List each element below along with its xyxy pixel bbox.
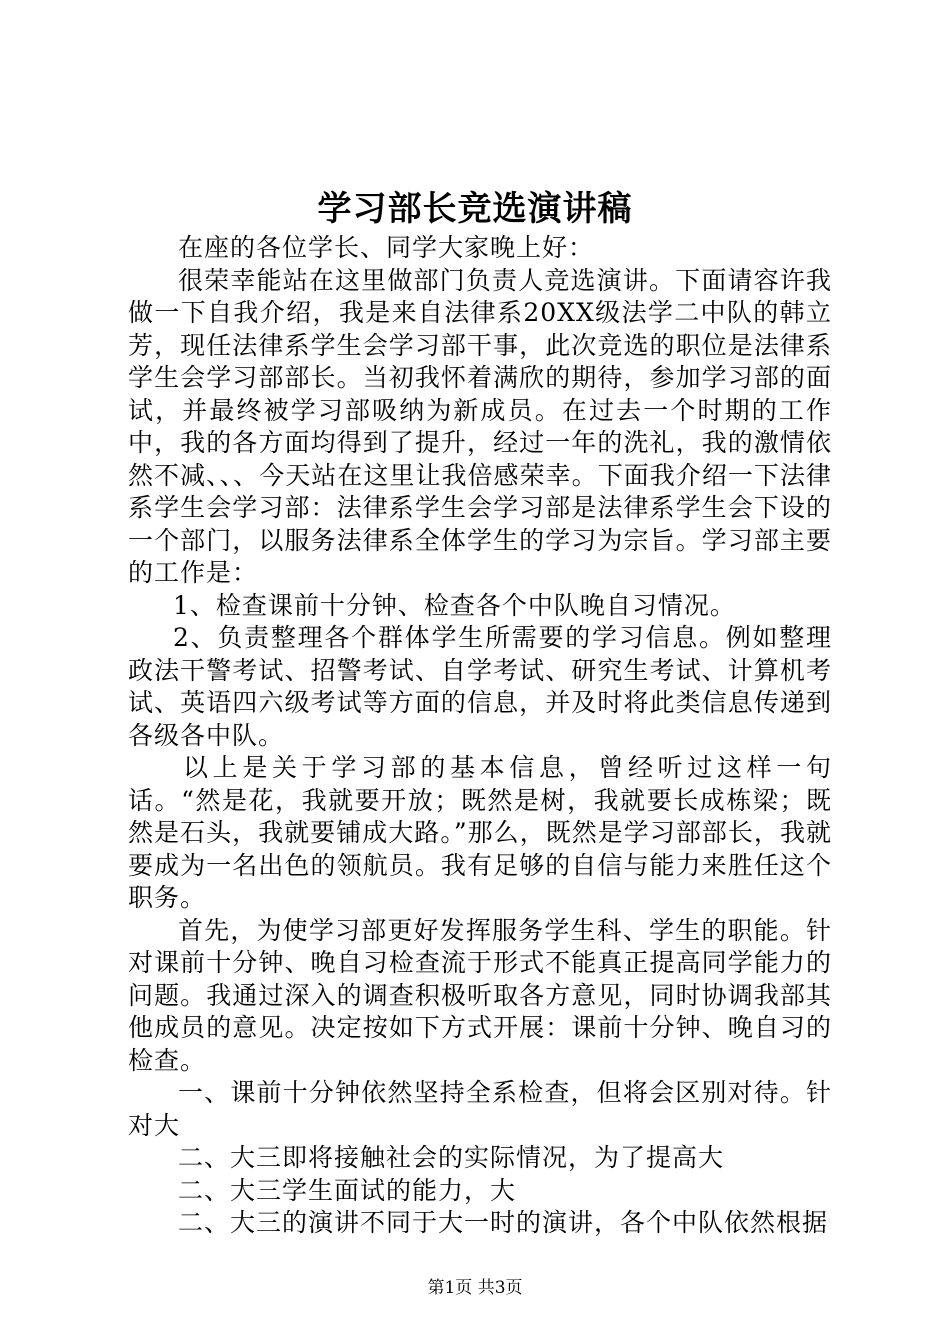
- paragraph-duty-2: 2、负责整理各个群体学生所需要的学习信息。例如整理政法干警考试、招警考试、自学考试、研究生考试、计算机考试、英语四六级考试等方面的信息，并及时将此类信息传递到各级各中队。: [128, 623, 832, 750]
- paragraph-greeting: 在座的各位学长、同学大家晚上好：: [178, 233, 595, 262]
- paragraph-introduction: 很荣幸能站在这里做部门负责人竞选演讲。下面请容许我做一下自我介绍，我是来自法律系20XX级法学二中队的韩立芳，现任法律系学生会学习部干事，此次竞选的职位是法律系学生会学习部部长。当初我怀着满欣的期待，参加学习部的面试，并最终被学习部吸纳为新成员。在过去一个时期的工作中，我的各方面均得到了提升，经过一年的洗礼，我的激情依然不减、、、今天站在这里让我倍感荣幸。下面我介绍一下法律系学生会学习部：法律系学生会学习部是法律系学生会下设的一个部门，以服务法律系全体学生的学习为宗旨。学习部主要的工作是：: [128, 265, 832, 587]
- paragraph-item-4: 二、大三的演讲不同于大一时的演讲，各个中队依然根据: [178, 1208, 829, 1237]
- document-body: [128, 232, 832, 1240]
- page-number-footer: 第1页 共3页: [427, 1278, 523, 1298]
- paragraph-item-1: 一、课前十分钟依然坚持全系检查，但将会区别对待。针对大: [128, 1078, 832, 1140]
- paragraph-quote: 以上是关于学习部的基本信息，曾经听过这样一句话。“然是花，我就要开放；既然是树，我就要长成栋梁；既然是石头，我就要铺成大路。”那么，既然是学习部部长，我就要成为一名出色的领航员。我有足够的自信与能力来胜任这个职务。: [128, 753, 832, 912]
- paragraph-duty-1: 1、检查课前十分钟、检查各个中队晚自习情况。: [173, 590, 736, 620]
- paragraph-plan: 首先，为使学习部更好发挥服务学生科、学生的职能。针对课前十分钟、晚自习检查流于形式不能真正提高同学能力的问题。我通过深入的调查积极听取各方意见，同时协调我部其他成员的意见。决定按如下方式开展：课前十分钟、晚自习的检查。: [128, 915, 832, 1075]
- paragraph-item-3: 二、大三学生面试的能力，大: [178, 1175, 517, 1205]
- paragraph-item-2: 二、大三即将接触社会的实际情况，为了提高大: [178, 1143, 725, 1172]
- document-title: 学习部长竞选演讲稿: [317, 189, 633, 229]
